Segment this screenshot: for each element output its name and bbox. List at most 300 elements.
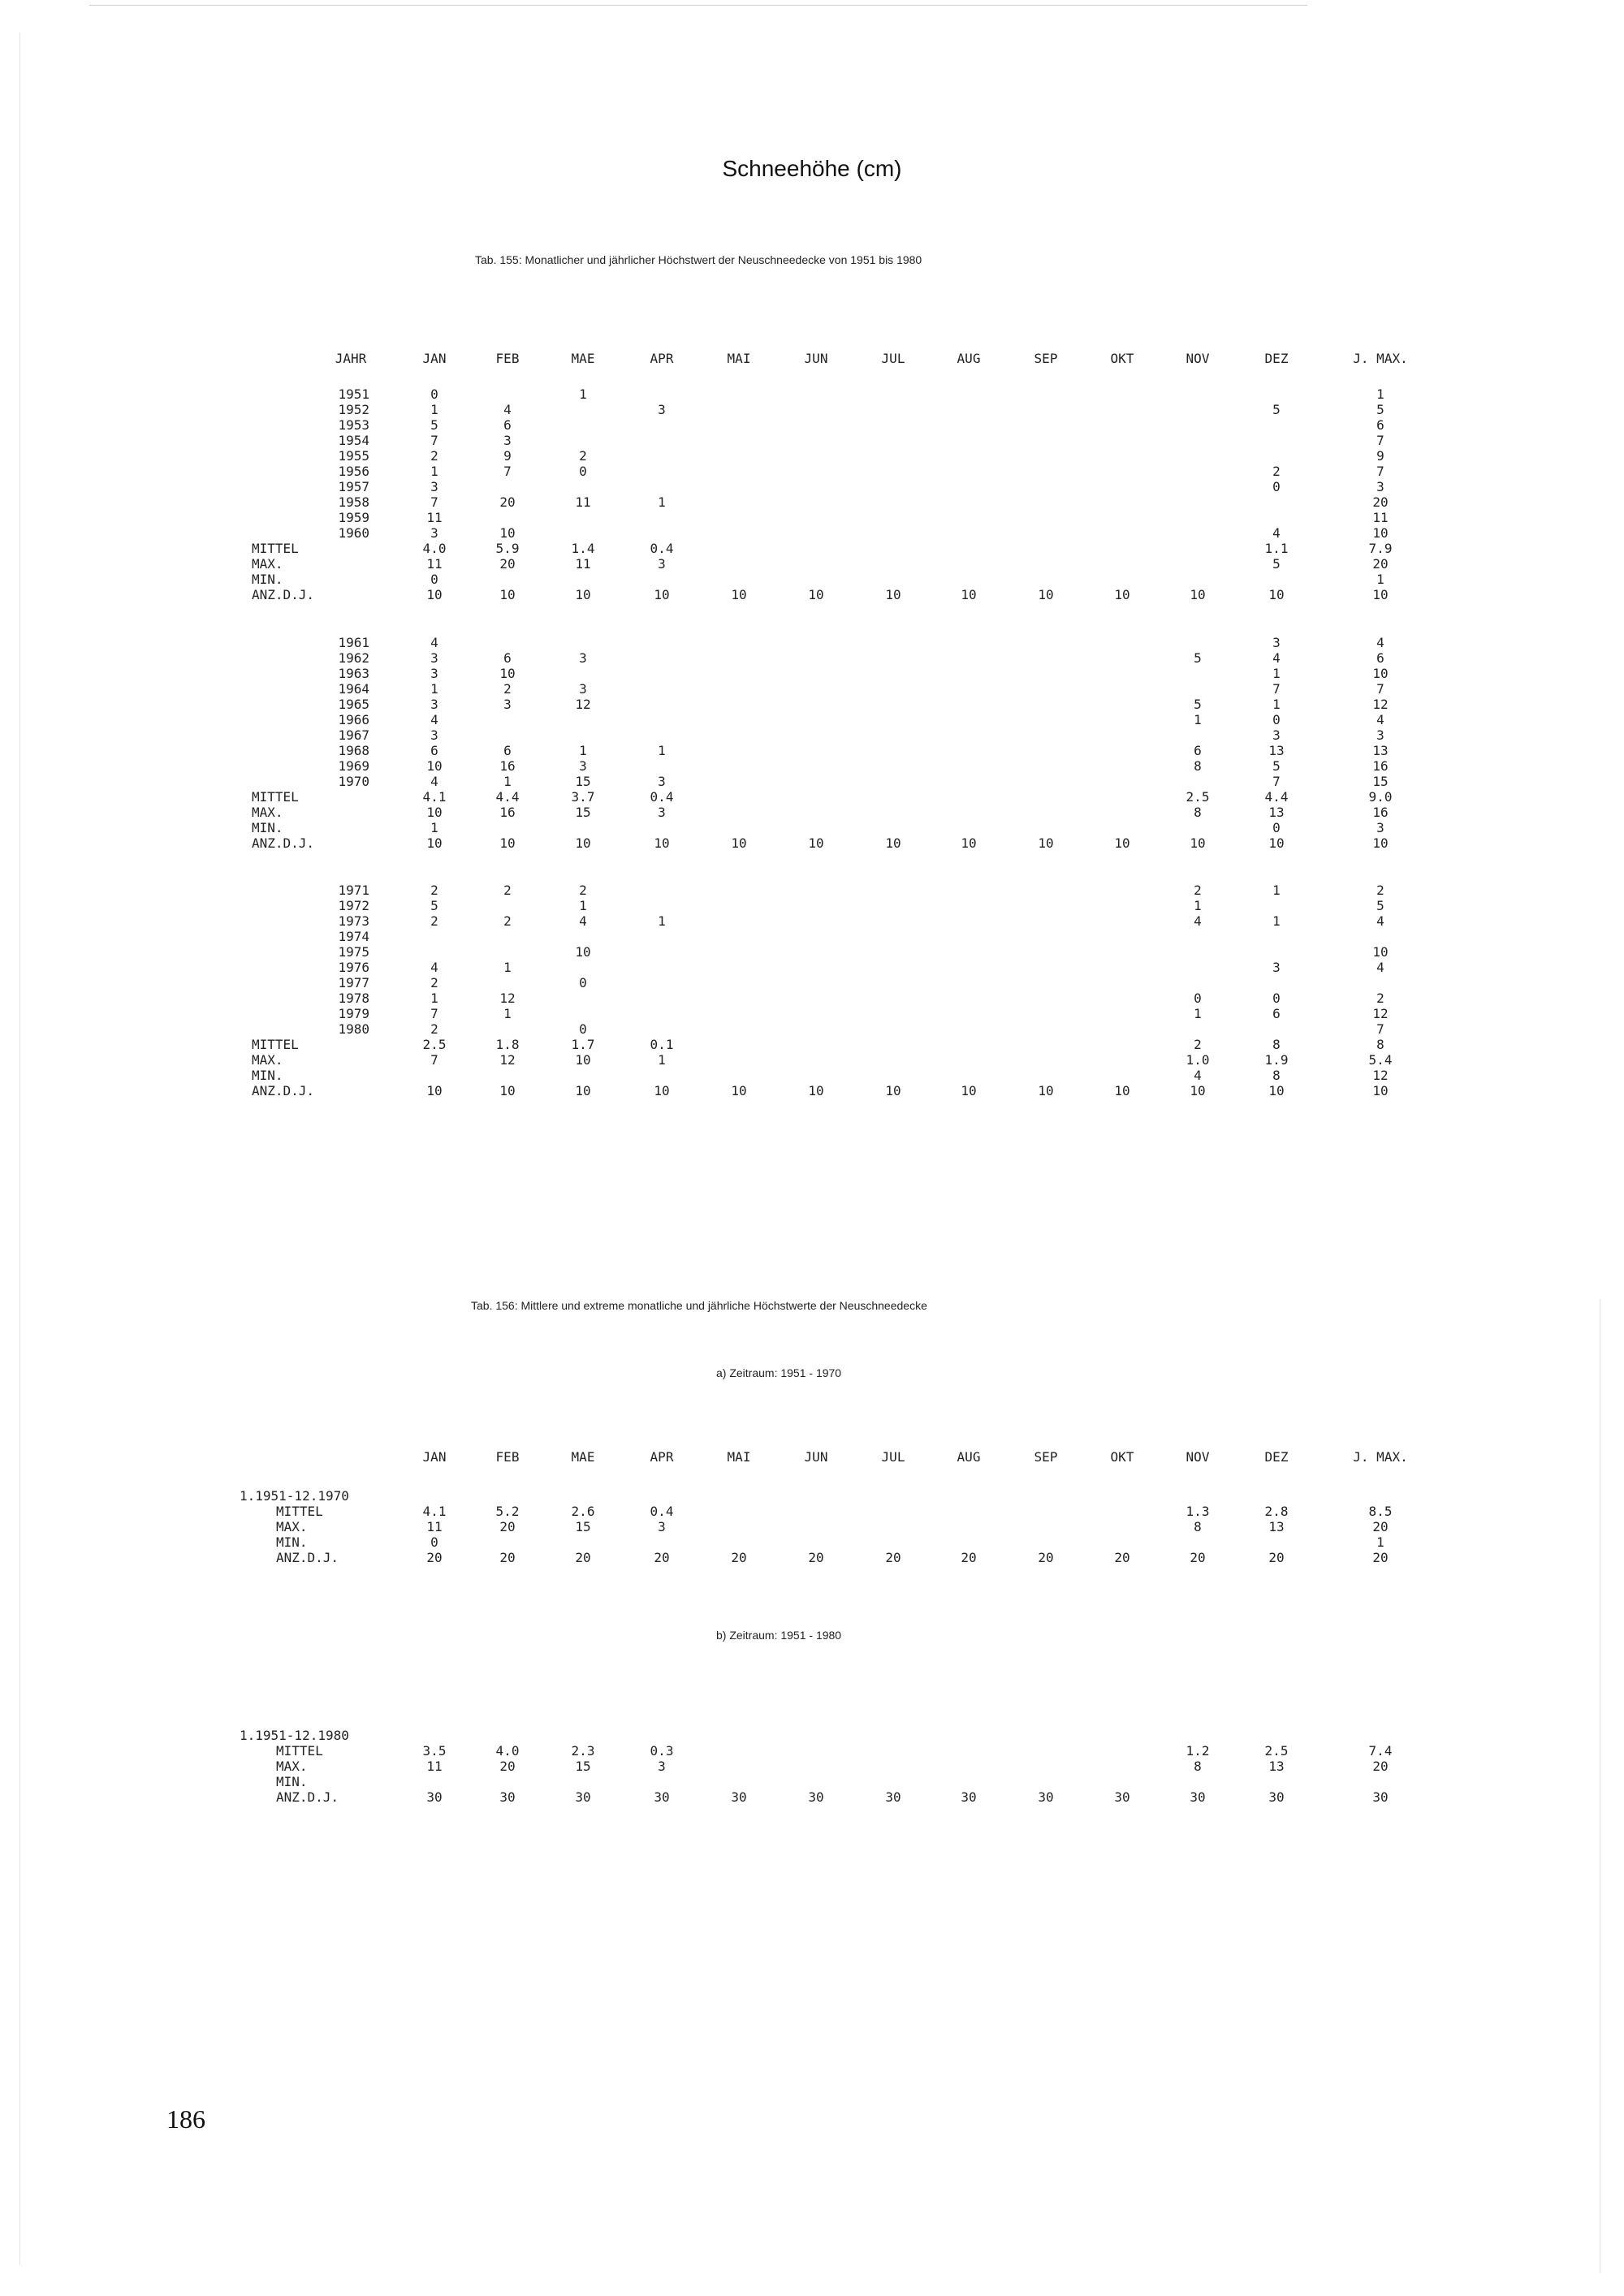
year-label: 1959 [338, 510, 369, 525]
stat-cell: 3.7 [571, 789, 595, 805]
stat-label: MITTEL [276, 1504, 323, 1519]
header-mai: MAI [727, 1449, 751, 1465]
value-cell: 2 [430, 1021, 438, 1037]
value-cell: 2 [1376, 990, 1384, 1006]
value-cell: 0 [1194, 990, 1202, 1006]
stat-cell: 0 [1272, 820, 1281, 835]
stat-cell: 7 [430, 1052, 438, 1068]
stat-cell: 1 [1376, 572, 1384, 587]
anz-cell: 10 [654, 587, 670, 602]
header-jan: JAN [422, 351, 447, 366]
anz-cell: 30 [885, 1789, 901, 1805]
value-cell: 7 [1376, 681, 1384, 697]
header-aug: AUG [957, 351, 981, 366]
anz-cell: 10 [1268, 835, 1285, 851]
year-label: 1975 [338, 944, 369, 960]
anz-cell: 30 [1114, 1789, 1130, 1805]
anz-cell: 20 [808, 1550, 824, 1565]
stat-cell: 16 [499, 805, 516, 820]
header-apr: APR [650, 1449, 674, 1465]
value-cell: 13 [1268, 743, 1285, 758]
page-title: Schneehöhe (cm) [722, 156, 902, 181]
anz-cell: 10 [1372, 1083, 1389, 1098]
tab156-caption: Tab. 156: Mittlere und extreme monatliche und jährliche Höchstwerte der Neuschneedecke [471, 1299, 927, 1312]
stat-cell: 8 [1194, 805, 1202, 820]
value-cell: 0 [430, 386, 438, 402]
value-cell: 16 [499, 758, 516, 774]
value-cell: 0 [579, 975, 587, 990]
anz-cell: 20 [575, 1550, 591, 1565]
anz-cell: 10 [1190, 587, 1206, 602]
year-label: 1971 [338, 883, 369, 898]
stat-cell: 0.4 [650, 541, 674, 556]
stat-cell: 1 [430, 820, 438, 835]
value-cell: 7 [1376, 433, 1384, 448]
value-cell: 0 [1272, 479, 1281, 494]
value-cell: 6 [1194, 743, 1202, 758]
value-cell: 3 [430, 727, 438, 743]
anz-cell: 10 [1114, 1083, 1130, 1098]
value-cell: 5 [1376, 898, 1384, 913]
stat-label: MAX. [276, 1519, 308, 1534]
value-cell: 4 [503, 402, 512, 417]
year-label: 1951 [338, 386, 369, 402]
anz-cell: 10 [499, 587, 516, 602]
value-cell: 2 [430, 975, 438, 990]
stat-cell: 3.5 [422, 1743, 447, 1759]
value-cell: 4 [1376, 712, 1384, 727]
year-label: 1977 [338, 975, 369, 990]
anz-cell: 10 [731, 835, 747, 851]
value-cell: 13 [1372, 743, 1389, 758]
value-cell: 1 [503, 774, 512, 789]
stat-cell: 8 [1194, 1759, 1202, 1774]
stat-label: MAX. [276, 1759, 308, 1774]
header-feb: FEB [495, 351, 520, 366]
anz-cell: 10 [1114, 835, 1130, 851]
period-label: 1.1951-12.1980 [240, 1728, 349, 1743]
anz-cell: 10 [499, 835, 516, 851]
anz-cell: 30 [654, 1789, 670, 1805]
value-cell: 0 [579, 464, 587, 479]
value-cell: 1 [658, 494, 666, 510]
value-cell: 10 [575, 944, 591, 960]
stat-cell: 15 [575, 1519, 591, 1534]
value-cell: 1 [1272, 697, 1281, 712]
value-cell: 5 [1194, 697, 1202, 712]
value-cell: 3 [430, 525, 438, 541]
stat-cell: 2.5 [1264, 1743, 1289, 1759]
tab156a-title: a) Zeitraum: 1951 - 1970 [716, 1366, 842, 1379]
stat-cell: 3 [1376, 820, 1384, 835]
stat-label: MITTEL [252, 541, 299, 556]
year-label: 1966 [338, 712, 369, 727]
value-cell: 3 [503, 697, 512, 712]
stat-cell: 1.3 [1186, 1504, 1210, 1519]
stat-cell: 2.3 [571, 1743, 595, 1759]
year-label: 1964 [338, 681, 369, 697]
value-cell: 1 [579, 898, 587, 913]
stat-cell: 3 [658, 556, 666, 572]
year-label: 1955 [338, 448, 369, 464]
stat-cell: 20 [1372, 1519, 1389, 1534]
value-cell: 15 [1372, 774, 1389, 789]
value-cell: 2 [430, 448, 438, 464]
anz-label: ANZ.D.J. [276, 1789, 339, 1805]
anz-cell: 30 [1268, 1789, 1285, 1805]
value-cell: 11 [1372, 510, 1389, 525]
anz-cell: 10 [654, 835, 670, 851]
stat-cell: 2.6 [571, 1504, 595, 1519]
stat-cell: 5.4 [1368, 1052, 1393, 1068]
anz-cell: 20 [426, 1550, 443, 1565]
stat-cell: 0.3 [650, 1743, 674, 1759]
anz-label: ANZ.D.J. [252, 1083, 315, 1098]
value-cell: 1 [1272, 666, 1281, 681]
stat-cell: 11 [426, 556, 443, 572]
stat-cell: 1.8 [495, 1037, 520, 1052]
stat-cell: 20 [1372, 1759, 1389, 1774]
anz-cell: 10 [731, 587, 747, 602]
header-okt: OKT [1110, 351, 1134, 366]
tab155-caption: Tab. 155: Monatlicher und jährlicher Höchstwert der Neuschneedecke von 1951 bis 1980 [475, 253, 922, 266]
value-cell: 7 [1376, 1021, 1384, 1037]
value-cell: 10 [1372, 525, 1389, 541]
anz-cell: 10 [575, 1083, 591, 1098]
value-cell: 6 [503, 650, 512, 666]
value-cell: 9 [503, 448, 512, 464]
year-label: 1978 [338, 990, 369, 1006]
stat-label: MITTEL [252, 1037, 299, 1052]
anz-cell: 10 [426, 1083, 443, 1098]
anz-cell: 10 [808, 835, 824, 851]
year-label: 1961 [338, 635, 369, 650]
value-cell: 4 [430, 960, 438, 975]
stat-cell: 1.1 [1264, 541, 1289, 556]
stat-cell: 11 [426, 1759, 443, 1774]
value-cell: 6 [503, 743, 512, 758]
year-label: 1976 [338, 960, 369, 975]
value-cell: 6 [503, 417, 512, 433]
header-jun: JUN [804, 351, 828, 366]
header-jmax: J. MAX. [1353, 1449, 1408, 1465]
stat-cell: 15 [575, 1759, 591, 1774]
value-cell: 1 [1194, 712, 1202, 727]
value-cell: 3 [1376, 727, 1384, 743]
stat-cell: 13 [1268, 1759, 1285, 1774]
value-cell: 1 [1272, 913, 1281, 929]
anz-cell: 10 [1268, 1083, 1285, 1098]
value-cell: 9 [1376, 448, 1384, 464]
value-cell: 10 [1372, 666, 1389, 681]
value-cell: 2 [1376, 883, 1384, 898]
stat-cell: 11 [575, 556, 591, 572]
anz-cell: 10 [961, 587, 977, 602]
value-cell: 4 [430, 635, 438, 650]
value-cell: 20 [1372, 494, 1389, 510]
stat-cell: 4.4 [495, 789, 520, 805]
stat-cell: 12 [1372, 1068, 1389, 1083]
stat-label: MITTEL [276, 1743, 323, 1759]
header-jun: JUN [804, 1449, 828, 1465]
anz-cell: 20 [1268, 1550, 1285, 1565]
value-cell: 4 [430, 774, 438, 789]
year-label: 1953 [338, 417, 369, 433]
anz-cell: 10 [575, 587, 591, 602]
value-cell: 3 [430, 479, 438, 494]
anz-cell: 10 [1372, 587, 1389, 602]
value-cell: 3 [658, 402, 666, 417]
stat-cell: 13 [1268, 1519, 1285, 1534]
value-cell: 2 [430, 883, 438, 898]
header-jul: JUL [881, 351, 905, 366]
anz-label: ANZ.D.J. [252, 587, 315, 602]
anz-cell: 30 [731, 1789, 747, 1805]
header-mai: MAI [727, 351, 751, 366]
stat-cell: 5.2 [495, 1504, 520, 1519]
stat-cell: 16 [1372, 805, 1389, 820]
value-cell: 2 [1272, 464, 1281, 479]
year-label: 1969 [338, 758, 369, 774]
anz-cell: 20 [885, 1550, 901, 1565]
anz-cell: 20 [731, 1550, 747, 1565]
header-dez: DEZ [1264, 351, 1289, 366]
value-cell: 3 [658, 774, 666, 789]
header-dez: DEZ [1264, 1449, 1289, 1465]
value-cell: 12 [575, 697, 591, 712]
value-cell: 1 [503, 960, 512, 975]
anz-cell: 20 [1190, 1550, 1206, 1565]
value-cell: 4 [1272, 525, 1281, 541]
value-cell: 7 [430, 1006, 438, 1021]
value-cell: 7 [1376, 464, 1384, 479]
header-jmax: J. MAX. [1353, 351, 1408, 366]
stat-label: MAX. [252, 1052, 283, 1068]
value-cell: 20 [499, 494, 516, 510]
value-cell: 1 [1376, 386, 1384, 402]
stat-cell: 0 [430, 572, 438, 587]
value-cell: 3 [503, 433, 512, 448]
header-okt: OKT [1110, 1449, 1134, 1465]
anz-cell: 10 [1038, 835, 1054, 851]
year-label: 1979 [338, 1006, 369, 1021]
anz-cell: 20 [499, 1550, 516, 1565]
period-label: 1.1951-12.1970 [240, 1488, 349, 1504]
stat-cell: 1 [1376, 1534, 1384, 1550]
stat-cell: 7.4 [1368, 1743, 1393, 1759]
anz-cell: 10 [808, 1083, 824, 1098]
year-label: 1956 [338, 464, 369, 479]
value-cell: 0 [1272, 712, 1281, 727]
anz-cell: 20 [961, 1550, 977, 1565]
anz-cell: 10 [575, 835, 591, 851]
scan-top-edge [89, 5, 1307, 6]
header-sep: SEP [1034, 1449, 1058, 1465]
value-cell: 12 [499, 990, 516, 1006]
anz-cell: 30 [961, 1789, 977, 1805]
value-cell: 4 [1194, 913, 1202, 929]
value-cell: 2 [503, 681, 512, 697]
year-label: 1965 [338, 697, 369, 712]
value-cell: 3 [1272, 635, 1281, 650]
value-cell: 7 [503, 464, 512, 479]
year-label: 1957 [338, 479, 369, 494]
value-cell: 5 [430, 898, 438, 913]
year-label: 1958 [338, 494, 369, 510]
stat-cell: 8 [1194, 1519, 1202, 1534]
value-cell: 4 [1376, 960, 1384, 975]
stat-cell: 20 [499, 556, 516, 572]
stat-cell: 1.9 [1264, 1052, 1289, 1068]
value-cell: 11 [426, 510, 443, 525]
stat-cell: 1.7 [571, 1037, 595, 1052]
stat-cell: 4.0 [422, 541, 447, 556]
anz-cell: 10 [1190, 835, 1206, 851]
value-cell: 1 [658, 743, 666, 758]
anz-cell: 30 [1372, 1789, 1389, 1805]
stat-cell: 3 [658, 1519, 666, 1534]
stat-label: MIN. [252, 820, 283, 835]
stat-label: MITTEL [252, 789, 299, 805]
stat-cell: 7.9 [1368, 541, 1393, 556]
stat-cell: 2.5 [422, 1037, 447, 1052]
stat-label: MIN. [276, 1774, 308, 1789]
value-cell: 1 [430, 464, 438, 479]
anz-cell: 30 [1038, 1789, 1054, 1805]
value-cell: 10 [426, 758, 443, 774]
value-cell: 6 [1376, 417, 1384, 433]
header-feb: FEB [495, 1449, 520, 1465]
stat-cell: 1 [658, 1052, 666, 1068]
value-cell: 12 [1372, 1006, 1389, 1021]
header-nov: NOV [1186, 351, 1210, 366]
value-cell: 3 [579, 650, 587, 666]
header-jahr: JAHR [335, 351, 367, 366]
value-cell: 3 [579, 681, 587, 697]
anz-cell: 20 [1114, 1550, 1130, 1565]
stat-cell: 11 [426, 1519, 443, 1534]
stat-label: MIN. [252, 572, 283, 587]
stat-cell: 12 [499, 1052, 516, 1068]
stat-cell: 8 [1376, 1037, 1384, 1052]
anz-cell: 10 [808, 587, 824, 602]
header-aug: AUG [957, 1449, 981, 1465]
value-cell: 1 [430, 681, 438, 697]
stat-label: MAX. [252, 805, 283, 820]
value-cell: 7 [1272, 681, 1281, 697]
value-cell: 2 [579, 883, 587, 898]
value-cell: 4 [430, 712, 438, 727]
year-label: 1968 [338, 743, 369, 758]
value-cell: 4 [579, 913, 587, 929]
value-cell: 8 [1194, 758, 1202, 774]
header-mae: MAE [571, 351, 595, 366]
anz-cell: 10 [961, 835, 977, 851]
value-cell: 2 [430, 913, 438, 929]
value-cell: 1 [579, 743, 587, 758]
anz-cell: 20 [654, 1550, 670, 1565]
stat-cell: 2.8 [1264, 1504, 1289, 1519]
value-cell: 5 [430, 417, 438, 433]
value-cell: 10 [1372, 944, 1389, 960]
value-cell: 2 [503, 913, 512, 929]
value-cell: 1 [1194, 1006, 1202, 1021]
anz-cell: 10 [885, 1083, 901, 1098]
anz-cell: 10 [1190, 1083, 1206, 1098]
year-label: 1974 [338, 929, 369, 944]
anz-cell: 10 [1114, 587, 1130, 602]
stat-cell: 1.2 [1186, 1743, 1210, 1759]
anz-cell: 30 [426, 1789, 443, 1805]
value-cell: 0 [579, 1021, 587, 1037]
value-cell: 3 [430, 650, 438, 666]
value-cell: 6 [430, 743, 438, 758]
anz-cell: 10 [426, 587, 443, 602]
value-cell: 12 [1372, 697, 1389, 712]
anz-cell: 20 [1372, 1550, 1389, 1565]
value-cell: 4 [1376, 913, 1384, 929]
header-apr: APR [650, 351, 674, 366]
anz-cell: 20 [1038, 1550, 1054, 1565]
year-label: 1967 [338, 727, 369, 743]
value-cell: 1 [430, 990, 438, 1006]
anz-cell: 10 [731, 1083, 747, 1098]
value-cell: 3 [579, 758, 587, 774]
value-cell: 4 [1376, 635, 1384, 650]
value-cell: 6 [1272, 1006, 1281, 1021]
value-cell: 5 [1194, 650, 1202, 666]
stat-cell: 15 [575, 805, 591, 820]
stat-cell: 1.0 [1186, 1052, 1210, 1068]
stat-label: MIN. [276, 1534, 308, 1550]
value-cell: 10 [499, 525, 516, 541]
year-label: 1970 [338, 774, 369, 789]
value-cell: 7 [1272, 774, 1281, 789]
stat-label: MIN. [252, 1068, 283, 1083]
anz-cell: 10 [961, 1083, 977, 1098]
header-nov: NOV [1186, 1449, 1210, 1465]
value-cell: 16 [1372, 758, 1389, 774]
stat-cell: 20 [499, 1519, 516, 1534]
value-cell: 1 [1272, 883, 1281, 898]
stat-cell: 4.0 [495, 1743, 520, 1759]
stat-cell: 2 [1194, 1037, 1202, 1052]
anz-label: ANZ.D.J. [252, 835, 315, 851]
anz-cell: 10 [1372, 835, 1389, 851]
anz-cell: 10 [885, 835, 901, 851]
value-cell: 3 [430, 666, 438, 681]
anz-cell: 30 [499, 1789, 516, 1805]
value-cell: 1 [579, 386, 587, 402]
header-sep: SEP [1034, 351, 1058, 366]
anz-cell: 30 [1190, 1789, 1206, 1805]
stat-cell: 8 [1272, 1068, 1281, 1083]
value-cell: 6 [1376, 650, 1384, 666]
value-cell: 1 [430, 402, 438, 417]
stat-cell: 13 [1268, 805, 1285, 820]
anz-cell: 10 [885, 587, 901, 602]
year-label: 1962 [338, 650, 369, 666]
stat-cell: 0.1 [650, 1037, 674, 1052]
value-cell: 2 [503, 883, 512, 898]
value-cell: 4 [1272, 650, 1281, 666]
value-cell: 10 [499, 666, 516, 681]
stat-cell: 4 [1194, 1068, 1202, 1083]
anz-cell: 10 [1038, 1083, 1054, 1098]
value-cell: 1 [503, 1006, 512, 1021]
header-jan: JAN [422, 1449, 447, 1465]
anz-label: ANZ.D.J. [276, 1550, 339, 1565]
